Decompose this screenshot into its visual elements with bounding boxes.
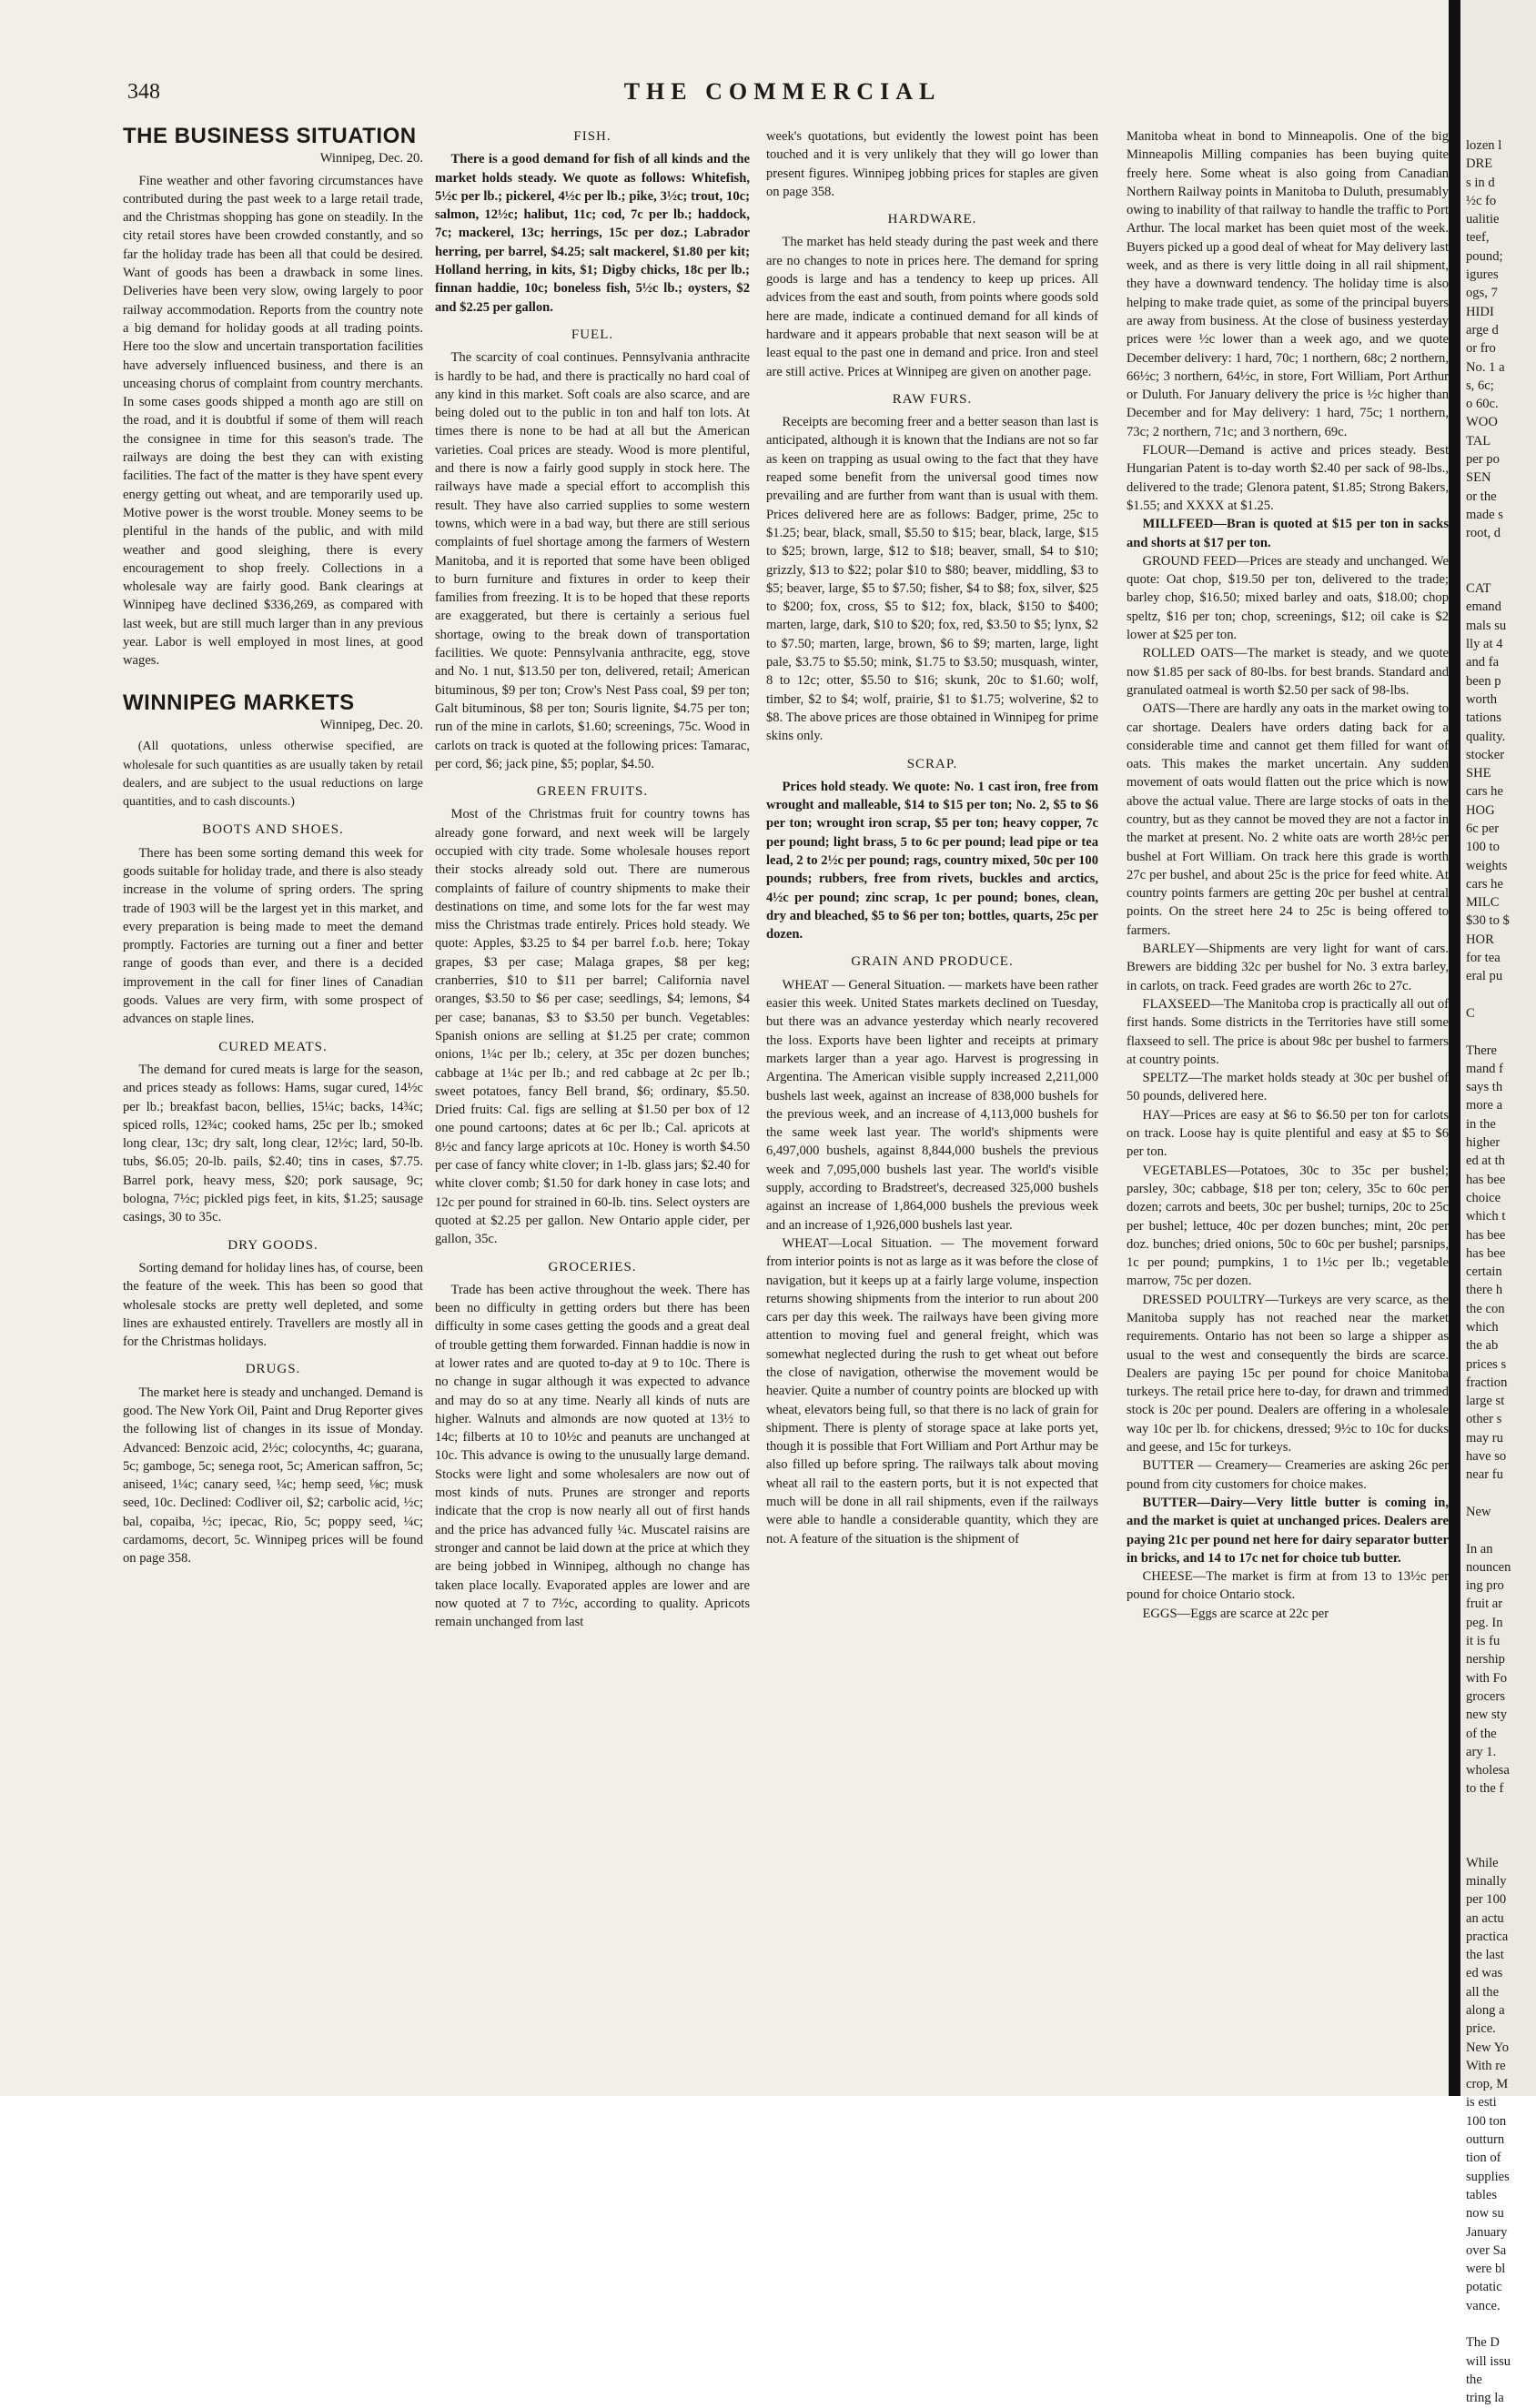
adjacent-page-line: grocers — [1466, 1688, 1505, 1704]
adjacent-page-line: has bee — [1466, 1245, 1506, 1261]
adjacent-page-line: price. — [1466, 2021, 1496, 2037]
adjacent-page-line: The D — [1466, 2335, 1500, 2351]
article-speltz: SPELTZ—The market holds steady at 30c per bushel of 50 pounds, delivered here. — [1127, 1071, 1449, 1104]
adjacent-page-fragment — [1460, 0, 1536, 2406]
adjacent-page-line: now su — [1466, 2206, 1504, 2222]
adjacent-page-line: eral pu — [1466, 969, 1503, 984]
adjacent-page-line: per po — [1466, 452, 1500, 468]
section-head-dry-goods: DRY GOODS. — [227, 1237, 318, 1253]
adjacent-page-line: higher — [1466, 1135, 1501, 1151]
article-continuation: Manitoba wheat in bond to Minneapolis. One of the big Minneapolis Milling companies has been buying quite freely here. Some wheat is also going from Canadian Northern Railway points in Manitoba to Duluth, presumably owing to inability of that railway to handle the traffic to Port Arthur. The local market has been quiet most of the week. Buyers picked up a good deal of wheat for May delivery last week, and as there is very little doing in all rail shipment, they have a downward tendency. The holiday time is also helping to make trade quiet, as some of the principal buyers are away from business. At the close of business yesterday prices were ½c lower than a week ago, and we quote December delivery: 1 hard, 70c; 1 northern, 68c; 2 northern, 66½c; 3 northern, 64½c, in store, Fort William, Port Arthur or Duluth. For January delivery the price is ½c higher than December and for May delivery: 1 hard, 75c; 1 northern, 73c; 2 northern, 71c; and 3 northern, 69c. — [1127, 129, 1449, 439]
article-dry-goods: Sorting demand for holiday lines has, of course, been the feature of the week. This has been so good that wholesale stocks are pretty well depleted, and some lines are exhausted entirely. Travellers are mostly all in for the Christmas holidays. — [123, 1260, 423, 1350]
adjacent-page-line: January — [1466, 2224, 1508, 2240]
section-head-grain-produce: GRAIN AND PRODUCE. — [851, 954, 1014, 970]
adjacent-page-line: along a — [1466, 2002, 1505, 2018]
article-green-fruits: Most of the Christmas fruit for country towns has already gone forward, and next week will be largely occupied with city trade. Some wholesale houses report their stocks already sold out. There are numerous complaints of failure of country shipments to make their destinations on time, and some lots for the far west may miss the Christmas trade entirely. Prices hold steady. We quote: Apples, $3.25 to $4 per barrel f.o.b. here; Tokay grapes, $3 per case; Malaga grapes, $8 per keg; cranberries, $10 to $11 per barrel; California navel oranges, $3.50 to $6 per case; seedlings, $4; lemons, $4 per case; bananas, $3 to $3.50 per bunch. Vegetables: Spanish onions are selling at $1.25 per crate; common onions, 1¼c per lb.; celery, at 35c per dozen bunches; cabbage at 1¼c per lb.; and red cabbage at 2c per lb.; sweet potatoes, fancy Bell brand, $6; ordinary, $5.50. Dried fruits: Cal. figs are selling at $1.50 per box of 12 one pound cartoons; dates at 6c per lb.; Cal. apricots at 8½c and fancy large apricots at 10c. Honey is worth $4.50 per case of fancy white clover; in 1-lb. glass jars; $2.40 for white clover comb; $1.50 for dark honey in case lots; and 12c per pound for strained in 60-lb. tins. Select oysters are quoted at $2.25 per gallon. New Ontario apple cider, per gallon, 35c. — [435, 807, 750, 1247]
adjacent-page-line: C — [1466, 1005, 1475, 1021]
adjacent-page-line: crop, M — [1466, 2077, 1509, 2092]
section-head-groceries: GROCERIES. — [548, 1259, 637, 1275]
adjacent-page-line: ½c fo — [1466, 193, 1497, 208]
adjacent-page-line: wholesa — [1466, 1763, 1510, 1778]
section-head-green-fruits: GREEN FRUITS. — [536, 784, 649, 800]
article-oats: OATS—There are hardly any oats in the market owing to car shortage. Dealers have orders dating back for a considerable time and cannot get them filled for want of oats. This makes the market uncertain. Any sudden movement of oats would flatten out the price which is now above the actual value. There are large stocks of oats in the country, but as they cannot be moved they are not a factor in the market at present. No. 2 white oats are worth 28½c per bushel at Fort William. On track here this grade is worth 27c per bushel, and about 25c is the price for feed white. At country points farmers are getting 20c per bushel at central points. On the street here 24 to 25c is being offered to farmers. — [1127, 701, 1449, 938]
adjacent-page-line: emand — [1466, 599, 1501, 615]
adjacent-page-line: lozen l — [1466, 138, 1502, 153]
article-butter-dairy: BUTTER—Dairy—Very little butter is coming in, and the market is quiet at unchanged prices. Dealers are paying 21c per pound net here for dairy separator butter in bricks, and 14 to 17c net for choice tub butter. — [1127, 1495, 1449, 1566]
adjacent-page-line: it is fu — [1466, 1634, 1501, 1649]
adjacent-page-line: HOG — [1466, 802, 1495, 818]
adjacent-page-line: prices s — [1466, 1356, 1507, 1372]
article-cured-meats: The demand for cured meats is large for the season, and prices steady as follows: Hams, sugar cured, 14½c per lb.; breakfast bacon, bellies, 15¼c; backs, 14¾c; spiced rolls, 12¾c; cooked hams, 25c per lb.; smoked long clear, 13c; dry salt, long clear, 12½c; lard, 50-lb. tubs, $6.05; 20-lb. pails, $2.40; tins in cases, $7.75. Barrel pork, heavy mess, $20; pork sausage, 9c; bologna, 7½c; pickled pigs feet, in kits, $1.25; sausage casings, 30 to 35c. — [123, 1062, 423, 1225]
adjacent-page-line — [1460, 986, 1511, 1004]
article-flour: FLOUR—Demand is active and prices steady. Best Hungarian Patent is to-day worth $2.40 per sack of 98-lbs., delivered to the trade; Glenora patent, $1.85; Strong Bakers, $1.55; and XXXX at $1.25. — [1127, 443, 1449, 513]
adjacent-page-line — [1460, 1521, 1511, 1539]
adjacent-page-line: which t — [1466, 1209, 1506, 1224]
adjacent-page-line: will issu — [1466, 2353, 1511, 2369]
adjacent-page-line — [1460, 1485, 1511, 1503]
adjacent-page-line: made s — [1466, 507, 1503, 522]
adjacent-page-line: ualitie — [1466, 212, 1500, 227]
adjacent-page-line: says th — [1466, 1080, 1503, 1095]
adjacent-page-line — [1460, 1023, 1511, 1041]
article-millfeed: MILLFEED—Bran is quoted at $15 per ton in sacks and shorts at $17 per ton. — [1127, 517, 1449, 550]
adjacent-page-line: certain — [1466, 1264, 1502, 1280]
heading-winnipeg-markets: WINNIPEG MARKETS — [123, 690, 355, 715]
article-ground-feed: GROUND FEED—Prices are steady and unchanged. We quote: Oat chop, $19.50 per ton, delivered to the trade; barley chop, $16.50; mixed barley and oats, $18.00; chop speltz, $16 per ton; chop, screenings, $12; oil cake is $2 lower at $25 per ton. — [1127, 553, 1449, 643]
adjacent-page-line: o 60c. — [1466, 397, 1499, 412]
adjacent-page-line: with Fo — [1466, 1670, 1508, 1686]
adjacent-page-line: ary 1. — [1466, 1744, 1497, 1759]
article-vegetables: VEGETABLES—Potatoes, 30c to 35c per bushel; parsley, 30c; cabbage, $18 per ton; celery, 35c to 60c per dozen; carrots and beets, 30c per bushel; turnips, 20c to 25c per bushel; lettuce, 40c per dozen bunches; mint, 20c per doz. bunches; dried onions, 50c to 60c per bushel; parsnips, 1c per pound; pumpkins, 1 to 1½c per lb.; vegetable marrow, 75c per dozen. — [1127, 1163, 1449, 1289]
article-drugs: The market here is steady and unchanged. Demand is good. The New York Oil, Paint and Drug Reporter gives the following list of changes in its issue of Monday. Advanced: Benzoic acid, 2½c; colocynths, 4c; guarana, 5c; gamboge, 5c; senega root, 5c; American saffron, 5c; aniseed, 1¼c; canary seed, ¼c; hemp seed, ⅛c; musk seed, 10c. Declined: Codliver oil, $2; carbolic acid, ½c; bal, copaiba, ½c; ipecac, Rio, 5c; poppy seed, ¼c; cardamoms, decort, 5c. Winnipeg prices will be found on page 358. — [123, 1385, 423, 1567]
adjacent-page-line: to the f — [1466, 1781, 1504, 1797]
article-fish: There is a good demand for fish of all kinds and the market holds steady. We quote as follows: Whitefish, 5½c per lb.; pickerel, 4½c per lb.; pike, 3½c; trout, 10c; salmon, 12½c; halibut, 11c; cod, 7c per lb.; haddock, 7c; mackerel, 13c; herrings, 15c per doz.; Labrador herring, per barrel, $4.25; salt mackerel, $1.80 per kit; Holland herring, in kits, $1; Digby chicks, 18c per lb.; finnan haddie, 10c; boneless fish, 5½c lb.; oysters, $2 and $2.25 per gallon. — [435, 152, 750, 315]
adjacent-page-line: pound; — [1466, 248, 1503, 264]
adjacent-page-line: TAL — [1466, 433, 1491, 448]
article-wheat-general: WHEAT — General Situation. — markets have been rather easier this week. United States markets declined on Tuesday, but there was an advance yesterday which nearly recovered the loss. Exports have been lighter and receipts at primary markets larger than a year ago. Harvest is progressing in Argentina. The American visible supply increased 2,211,000 bushels last week, against an increase of 838,000 bushels for the previous week, and an increase of 4,113,000 bushels for the same week last year. The world's shipments were 6,497,000 bushels, against 8,844,000 bushels the previous week and 7,095,000 bushels last year. The world's visible supply, according to Bradstreet's, decreased 325,000 bushels against an increase of 1,864,000 bushels the previous week and an increase of 1,926,000 bushels last year. — [766, 977, 1098, 1233]
adjacent-page-line: 100 ton — [1466, 2113, 1507, 2129]
adjacent-page-line — [1460, 561, 1511, 579]
adjacent-page-line: teef, — [1466, 230, 1490, 246]
adjacent-page-line: CAT — [1466, 581, 1491, 597]
adjacent-page-line: fruit ar — [1466, 1597, 1503, 1612]
adjacent-page-line: tables — [1466, 2187, 1498, 2202]
adjacent-page-line: an actu — [1466, 1910, 1504, 1926]
heading-business-situation: THE BUSINESS SITUATION — [123, 124, 417, 148]
adjacent-page-line: No. 1 a — [1466, 359, 1505, 375]
adjacent-page-line: peg. In — [1466, 1615, 1503, 1630]
adjacent-page-line: ing pro — [1466, 1578, 1504, 1594]
adjacent-page-line: all the — [1466, 1984, 1500, 2000]
adjacent-page-line: choice — [1466, 1190, 1501, 1205]
adjacent-page-line: HIDI — [1466, 304, 1494, 319]
adjacent-page-line: more a — [1466, 1098, 1503, 1113]
article-rolled-oats: ROLLED OATS—The market is steady, and we quote now $1.85 per sack of 80-lbs. for best brands. Standard and granulated oatmeal is worth $2.50 per sack of 98-lbs. — [1127, 646, 1449, 698]
adjacent-page-line: over Sa — [1466, 2242, 1507, 2258]
adjacent-page-line: the ab — [1466, 1338, 1499, 1354]
adjacent-page-line: vance. — [1466, 2298, 1501, 2313]
section-head-fish: FISH. — [573, 129, 611, 144]
adjacent-page-line: in the — [1466, 1116, 1496, 1132]
adjacent-page-line: ed was — [1466, 1966, 1503, 1981]
column-3 — [766, 127, 1098, 1548]
adjacent-page-line: s, 6c; — [1466, 378, 1494, 393]
adjacent-page-line: cars he — [1466, 784, 1503, 800]
adjacent-page-line: weights — [1466, 858, 1508, 873]
adjacent-page-line: supplies — [1466, 2169, 1510, 2184]
adjacent-page-line: the — [1466, 2372, 1482, 2387]
section-head-scrap: SCRAP. — [906, 756, 958, 771]
adjacent-page-line: outturn — [1466, 2132, 1505, 2148]
adjacent-page-line: root, d — [1466, 526, 1501, 541]
adjacent-page-line: There — [1466, 1043, 1498, 1058]
article-barley: BARLEY—Shipments are very light for want of cars. Brewers are bidding 32c per bushel for No. 3 extra barley, in carlots, on track. Feed grades are worth 26c to 27c. — [1127, 942, 1449, 993]
article-cheese: CHEESE—The market is firm at from 13 to 13½c per pound for choice Ontario stock. — [1127, 1569, 1449, 1603]
article-boots: There has been some sorting demand this week for goods suitable for holiday trade, and there is also steady increase in the volume of spring orders. The spring trade of 1903 will be the largest yet in this market, and every preparation is being made to meet the demand promptly. Factories are turning out a finer and better range of goods than ever, and there is a decided improvement in the call for finer lines of Canadian goods. Values are very firm, with some prospect of advances on staple lines. — [123, 845, 423, 1027]
adjacent-page-line: stocker — [1466, 747, 1505, 762]
adjacent-page-line: and fa — [1466, 655, 1500, 670]
adjacent-page-line: new sty — [1466, 1708, 1507, 1723]
adjacent-page-line: tations — [1466, 710, 1501, 726]
section-head-drugs: DRUGS. — [245, 1362, 301, 1377]
article-continuation: week's quotations, but evidently the lowest point has been touched and it is very unlikely that they will go lower than present figures. Winnipeg jobbing prices for staples are given on page 358. — [766, 129, 1098, 199]
page-header — [118, 80, 1447, 116]
column-2 — [435, 127, 750, 1631]
section-head-boots: BOOTS AND SHOES. — [202, 822, 344, 838]
adjacent-page-line: $30 to $ — [1466, 913, 1510, 929]
dateline: Winnipeg, Dec. 20. — [319, 151, 423, 166]
adjacent-page-line: which — [1466, 1320, 1499, 1335]
masthead-title: THE COMMERCIAL — [623, 78, 942, 105]
adjacent-page-line: near fu — [1466, 1467, 1503, 1483]
column-4 — [1127, 127, 1449, 1623]
article-wheat-local: WHEAT—Local Situation. — The movement forward from interior points is not as large as it was before the close of navigation, but it keeps up at a fairly large volume, inspection returns showing shipments from the interior to run about 200 cars per day this week. The railways have been giving more attention to moving fuel and general freight, which was somewhat neglected during the rush to get wheat out before the close of navigation, otherwise the movement would be heavier. Quite a number of country points are blocked up with wheat, elevators being full, so that there is no lack of grain for shipment. There is plenty of storage space at lake ports yet, though it is possible that Fort William and Port Arthur may be also filled up before spring. The railways talk about moving wheat all rail to the eastern ports, but it is not expected that much will be done in all rail shipments, even if the railways were able to handle a considerable quantity, which they are not. A feature of the situation is the shipment of — [766, 1235, 1098, 1547]
adjacent-page-line: is esti — [1466, 2095, 1497, 2111]
article-eggs: EGGS—Eggs are scarce at 22c per — [1142, 1606, 1329, 1621]
adjacent-page-line: fraction — [1466, 1375, 1508, 1390]
adjacent-page-line: New — [1466, 1504, 1491, 1519]
adjacent-page-line: other s — [1466, 1412, 1502, 1427]
article-hardware: The market has held steady during the past week and there are no changes to note in prices here. The demand for spring goods is large and has a tendency to keep up prices. All advices from the east and south, from points where goods sold here are made, indicate a continued demand for all kinds of hardware and it appears probable that next season will be at least equal to the past one in demand and price. Iron and steel are still active. Prices at Winnipeg are given on another page. — [766, 235, 1098, 379]
adjacent-page-line: mals su — [1466, 618, 1507, 633]
adjacent-page-line: SHE — [1466, 766, 1491, 781]
adjacent-page-line: has bee — [1466, 1172, 1506, 1187]
section-head-raw-furs: RAW FURS. — [892, 391, 973, 407]
adjacent-page-line: cars he — [1466, 876, 1503, 892]
adjacent-page-line: While — [1466, 1855, 1499, 1870]
article-hay: HAY—Prices are easy at $6 to $6.50 per ton for carlots on track. Loose hay is quite plentiful and easy at $5 to $6 per ton. — [1127, 1107, 1449, 1160]
adjacent-page-line: New Yo — [1466, 2040, 1510, 2055]
adjacent-page-line: With re — [1466, 2058, 1506, 2073]
adjacent-page-line: HOR — [1466, 932, 1494, 947]
adjacent-page-line: WOO — [1466, 415, 1498, 430]
page-number: 348 — [127, 80, 160, 104]
adjacent-page-line: In an — [1466, 1541, 1493, 1557]
adjacent-page-line: tring la — [1466, 2391, 1504, 2406]
adjacent-page-line: the con — [1466, 1301, 1505, 1316]
adjacent-page-line: MILC — [1466, 895, 1500, 911]
adjacent-page-line: were bl — [1466, 2262, 1506, 2277]
adjacent-page-line: 6c per — [1466, 821, 1500, 836]
adjacent-page-line — [1460, 2315, 1511, 2333]
adjacent-page-line — [1460, 1798, 1511, 1817]
section-head-fuel: FUEL. — [571, 327, 614, 342]
adjacent-page-line: may ru — [1466, 1430, 1503, 1446]
adjacent-page-line: nouncen — [1466, 1559, 1511, 1575]
adjacent-page-line: lly at 4 — [1466, 637, 1503, 652]
adjacent-page-line: mand f — [1466, 1061, 1503, 1076]
adjacent-page-line: s in d — [1466, 175, 1495, 190]
adjacent-page-line: worth — [1466, 691, 1498, 707]
dateline: Winnipeg, Dec. 20. — [319, 717, 423, 732]
adjacent-page-line: been p — [1466, 673, 1501, 689]
adjacent-page-line: ed at th — [1466, 1154, 1505, 1169]
adjacent-page-line: tion of — [1466, 2151, 1501, 2166]
adjacent-page-text — [1460, 136, 1511, 2408]
adjacent-page-line: igures — [1466, 267, 1499, 283]
column-1 — [123, 124, 423, 1568]
adjacent-page-line: minally — [1466, 1873, 1507, 1889]
adjacent-page-line: ogs, 7 — [1466, 286, 1498, 301]
article-butter-creamery: BUTTER — Creamery— Creameries are asking 26c per pound from city customers for choice makes. — [1127, 1458, 1449, 1492]
section-head-cured-meats: CURED MEATS. — [218, 1039, 328, 1054]
adjacent-page-line: large st — [1466, 1394, 1505, 1409]
article-raw-furs: Receipts are becoming freer and a better season than last is anticipated, although it is known that the Indians are not so far as keen on trapping as usual owing to the fact that they have reaped some benefit from the universal good times now prevailing and are further from want than is usual with them. Prices delivered here are as follows: Badger, prime, 25c to $1.25; bear, black, small, $5.50 to $15; bear, black, large, $15 to $25; brown, large, $12 to $18; beaver, small, $4 to $10; grizzly, $13 to $22; polar $10 to $80; beaver, middling, $3 to $5; beaver, large, $5 to $7.50; fisher, $4 to $8; fox, silver, $25 to $200; fox, cross, $5 to $12; fox, black, $150 to $400; marten, large, dark, $10 to $20; fox, red, $3.50 to $5; lynx, $2 to $7.50; marten, large, brown, $6 to $9; marten, large, light pale, $3.75 to $5.50; mink, $1.75 to $3.50; musquash, winter, 8 to 12c; otter, $5.50 to $16; skunk, 20c to $1.60; wolf, timber, $2 to $4; wolf, prairie, $1 to $1.75; wolverine, $2 to $8. The above prices are those obtained in Winnipeg for prime skins only. — [766, 415, 1098, 744]
adjacent-page-line: have so — [1466, 1449, 1507, 1465]
adjacent-page-line: potatic — [1466, 2280, 1502, 2295]
article-fuel: The scarcity of coal continues. Pennsylvania anthracite is hardly to be had, and there is practically no hard coal of any kind in this market. Soft coals are also scarce, and are being doled out to the public in ton and half ton lots. At times there is none to be had at all but the American varieties. Coal prices are steady. Wood is more plentiful, and there is now a fairly good supply in stock here. The railways have made a special effort to accomplish this result. They have also carried supplies to some western towns, which were in a bad way, but there are still serious complaints of fuel shortage among the farmers of Western Manitoba, and it is reported that some have been obliged to burn furniture and fixtures in order to keep their families from freezing. It is to be hoped that these reports are exaggerated, but there is certainly a serious fuel shortage, owing to the break down of transportation facilities. We quote: Pennsylvania anthracite, egg, stove and No. 1 nut, $13.50 per ton, delivered, retail; American bituminous, $9 per ton; Crow's Nest Pass coal, $9 per ton; Galt bituminous, $8 per ton; Souris lignite, $4.75 per ton; run of the mine in carlots, $1.60; screenings, 75c. Wood in carlots on track is quoted at the following prices: Tamarac, per cord, $6; jack pine, $5; poplar, $4.50. — [435, 350, 750, 771]
page-gutter — [1449, 0, 1460, 2096]
adjacent-page-line: per 100 — [1466, 1892, 1507, 1908]
adjacent-page-line: the last — [1466, 1948, 1504, 1963]
adjacent-page-line: DRE — [1466, 156, 1493, 172]
article-poultry: DRESSED POULTRY—Turkeys are very scarce, as the Manitoba supply has not reached near the market requirements. Ontario has not been so large a shipper as usual to the west and consequently the birds are scarce. Dealers are paying 15c per pound for choice Manitoba turkeys. The retail price here to-day, for drawn and trimmed stock is 20c per pound. Dealers are offering in a wholesale way 10c per lb. for chickens, dressed; 9½c to 10c for ducks and geese, and 15c for turkeys. — [1127, 1292, 1449, 1456]
adjacent-page-line: practica — [1466, 1929, 1509, 1944]
adjacent-page-line: or the — [1466, 489, 1497, 504]
adjacent-page-line: 100 to — [1466, 840, 1500, 855]
adjacent-page-line: there h — [1466, 1283, 1503, 1298]
adjacent-page-line: or fro — [1466, 341, 1496, 357]
adjacent-page-line: has bee — [1466, 1227, 1506, 1243]
adjacent-page-line — [1460, 1835, 1511, 1853]
adjacent-page-line — [1460, 543, 1511, 561]
adjacent-page-line: for tea — [1466, 951, 1501, 966]
adjacent-page-line — [1460, 1817, 1511, 1835]
quotation-note: (All quotations, unless otherwise specified, are wholesale for such quantities as are usually taken by retail dealers, and are subject to the usual reductions on large quantities, and to cash discounts.) — [123, 740, 423, 810]
adjacent-page-line: nership — [1466, 1652, 1505, 1667]
article-flaxseed: FLAXSEED—The Manitoba crop is practically all out of first hands. Some districts in the Territories have still some flaxseed to sell. The price is about 98c per bushel to farmers at country points. — [1127, 996, 1449, 1067]
adjacent-page-line: of the — [1466, 1726, 1497, 1741]
adjacent-page-line: SEN — [1466, 470, 1491, 486]
adjacent-page-line: quality. — [1466, 729, 1506, 744]
section-head-hardware: HARDWARE. — [887, 212, 977, 227]
adjacent-page-line: arge d — [1466, 322, 1499, 338]
article-business-situation: Fine weather and other favoring circumstances have contributed during the past week to a large retail trade, and the Christmas shopping has gone on steadily. In the city retail stores have been crowded constantly, and so far the holiday trade has been all that could be desired. Want of goods has been a drawback in some lines. Deliveries have been very slow, owing largely to poor railway accommodation. Reports from the country note a big demand for holiday goods at all trading points. Here too the slow and uncertain transportation facilities have adversely influenced business, and there is an unceasing chorus of complaint from country merchants. In some cases goods shipped a month ago are still on the road, and it is doubtful if some of them will reach the consignee in time for this season's trade. The railways are doing the best they can with existing facilities. The fact of the matter is they have spent every energy getting out wheat, and are temporarily used up. Motive power is the worst trouble. Money seems to be plentiful in the hands of the public, and with mild weather and good sleighing, there is every encouragement to shop freely. Collections in a wholesale way are fairly good. Bank clearings at Winnipeg have declined $336,269, as compared with last week, but are still much larger than in any previous year. Labor is well employed in most lines, at good wages. — [123, 173, 423, 669]
article-scrap: Prices hold steady. We quote: No. 1 cast iron, free from wrought and malleable, $14 to $15 per ton; No. 2, $5 to $6 per ton; wrought iron scrap, $5 per ton; heavy copper, 7c per pound; light brass, 5 to 6c per pound; lead pipe or tea lead, 2 to 2½c per pound; rags, country mixed, 50c per 100 pounds; rubbers, free from rivets, buckles and arctics, 4½c per pound; zinc scrap, 1c per pound; bones, clean, dry and bleached, $5 to $6 per ton; bottles, quarts, 25c per dozen. — [766, 779, 1098, 942]
article-groceries: Trade has been active throughout the week. There has been no difficulty in getting orders but there has been difficulty in some cases getting the goods and a great deal of trouble getting them forwarded. Finnan haddie is now in at lower rates and are quoted to-day at 9 to 10c. There is no change in sugar although it was expected to advance and may do so at any time. Nearly all kinds of nuts are higher. Walnuts and almonds are now quoted at 13½ to 14c; filberts at 10 to 10½c and peanuts are unchanged at 10c. This advance is owing to the unusually large demand. Stocks were light and some wholesalers are now out of most kinds of nuts. Prunes are stronger and reports indicate that the crop is now nearly all out of first hands and the price has advanced fully ¼c. Muscatel raisins are stronger and cannot be laid down at the price at which they are being jobbed in Winnipeg, although no change has taken place locally. Evaporated apples are lower and are now quoted at 7 to 7½c, according to quality. Apricots remain unchanged from last — [435, 1282, 750, 1630]
